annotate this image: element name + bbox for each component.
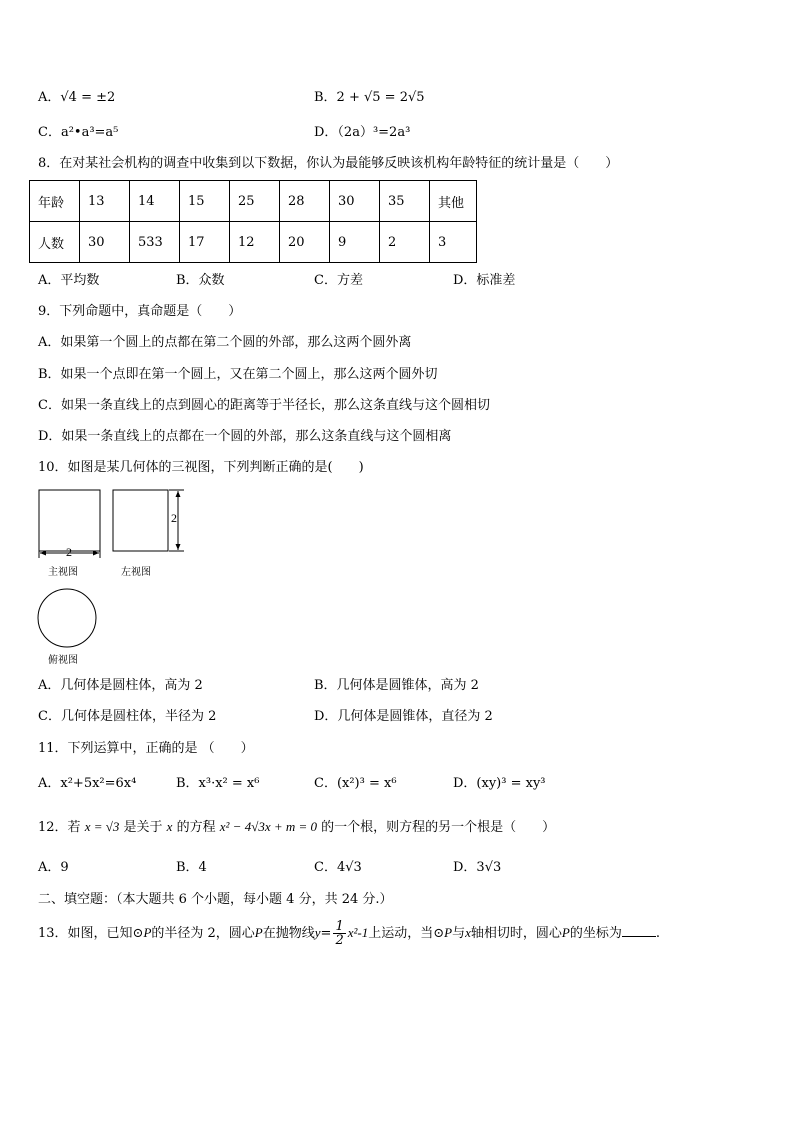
q12-variable: x xyxy=(166,819,173,834)
table-cell: 20 xyxy=(280,222,330,263)
q9-option-c: C．如果一条直线上的点到圆心的距离等于半径长，那么这条直线与这个圆相切 xyxy=(38,398,490,413)
table-cell: 13 xyxy=(80,181,130,222)
q13-mid2: 在抛物线 xyxy=(262,926,315,941)
age-data-table xyxy=(29,180,477,263)
q13-eq: = xyxy=(320,926,332,941)
q13-p: P xyxy=(444,925,453,940)
front-view-square xyxy=(39,490,100,551)
table-cell: 17 xyxy=(180,222,230,263)
table-cell: 3 xyxy=(430,222,477,263)
q10-option-a: A．几何体是圆柱体，高为 2 xyxy=(38,678,203,693)
q8-option-a: A．平均数 xyxy=(38,273,100,288)
q12-stem-post: 的一个根，则方程的另一个根是（ ） xyxy=(321,820,556,835)
table-cell: 2 xyxy=(380,222,430,263)
q13-expr: x²-1 xyxy=(347,925,369,940)
table-row xyxy=(30,181,477,222)
left-view-caption: 左视图 xyxy=(121,567,151,578)
q11-stem: 11．下列运算中，正确的是 （ ） xyxy=(38,741,254,756)
q9-option-a: A．如果第一个圆上的点都在第二个圆的外部，那么这两个圆外离 xyxy=(38,335,412,350)
q7-option-b: B．2 + √5 = 2√5 xyxy=(314,90,425,105)
q10-option-b: B．几何体是圆锥体，高为 2 xyxy=(314,678,479,693)
q12-stem-mid2: 的方程 xyxy=(176,820,216,835)
table-cell: 12 xyxy=(230,222,280,263)
table-cell: 14 xyxy=(130,181,180,222)
q12-equation: x² − 4√3x + m = 0 xyxy=(219,819,318,834)
table-cell: 30 xyxy=(80,222,130,263)
width-dimension-label: 2 xyxy=(66,545,72,559)
q13-p: P xyxy=(561,925,570,940)
q12-stem xyxy=(38,818,555,837)
q7-option-a: A．√4 = ±2 xyxy=(38,90,116,105)
q12-root-expression: x = √3 xyxy=(84,819,120,834)
q10-option-d: D．几何体是圆锥体，直径为 2 xyxy=(314,709,493,724)
q13-stem xyxy=(38,918,660,949)
q12-option-b: B．4 xyxy=(176,860,207,875)
height-dimension-label: 2 xyxy=(171,511,177,525)
arrow-down-icon xyxy=(176,544,181,550)
q12-stem-pre: 12．若 xyxy=(38,820,81,835)
section-title: 二、填空题：（本大题共 6 个小题，每小题 4 分，共 24 分.） xyxy=(38,892,393,907)
q13-y: y xyxy=(314,925,321,940)
q13-end: . xyxy=(655,926,661,941)
q11-option-b: B．x³·x² = x⁶ xyxy=(176,776,260,791)
q12-option-a: A．9 xyxy=(38,860,69,875)
one-half-fraction xyxy=(333,920,345,947)
top-view-circle xyxy=(38,589,96,647)
fraction-denominator: 2 xyxy=(335,933,344,948)
q13-post: 的坐标为 xyxy=(569,926,622,941)
q13-mid1: 的半径为 2，圆心 xyxy=(151,926,255,941)
answer-blank[interactable] xyxy=(622,924,656,937)
table-cell: 28 xyxy=(280,181,330,222)
q7-option-c: C．a²•a³=a⁵ xyxy=(38,125,119,140)
front-view-caption: 主视图 xyxy=(48,567,78,578)
table-cell: 9 xyxy=(330,222,380,263)
q10-stem: 10．如图是某几何体的三视图，下列判断正确的是( ) xyxy=(38,460,364,475)
fraction-numerator: 1 xyxy=(335,919,344,934)
table-cell: 30 xyxy=(330,181,380,222)
top-view-caption: 俯视图 xyxy=(48,655,78,666)
q11-option-d: D．(xy)³ = xy³ xyxy=(453,776,546,791)
left-view-square xyxy=(113,490,168,551)
arrow-up-icon xyxy=(176,491,181,497)
q13-mid4: 与 xyxy=(452,926,466,941)
table-cell: 人数 xyxy=(30,222,80,263)
table-cell: 15 xyxy=(180,181,230,222)
q11-option-a: A．x²+5x²=6x⁴ xyxy=(38,776,137,791)
q8-option-b: B．众数 xyxy=(176,273,225,288)
table-cell: 533 xyxy=(130,222,180,263)
table-cell: 年龄 xyxy=(30,181,80,222)
q12-option-d: D．3√3 xyxy=(453,860,502,875)
q13-p: P xyxy=(254,925,263,940)
table-cell: 其他 xyxy=(430,181,477,222)
q9-option-d: D．如果一条直线上的点都在一个圆的外部，那么这条直线与这个圆相离 xyxy=(38,429,452,444)
q8-option-d: D．标准差 xyxy=(453,273,516,288)
q11-option-c: C．(x²)³ = x⁶ xyxy=(314,776,397,791)
q9-stem: 9．下列命题中，真命题是（ ） xyxy=(38,304,242,319)
table-cell: 25 xyxy=(230,181,280,222)
q9-option-b: B．如果一个点即在第一个圆上，又在第二个圆上，那么这两个圆外切 xyxy=(38,367,438,382)
q13-mid3: 上运动，当⊙ xyxy=(368,926,445,941)
q13-mid5: 轴相切时，圆心 xyxy=(470,926,562,941)
q8-option-c: C．方差 xyxy=(314,273,363,288)
q13-x: x xyxy=(465,925,471,940)
top-view-figure xyxy=(36,588,100,650)
q8-stem: 8．在对某社会机构的调查中收集到以下数据，你认为最能够反映该机构年龄特征的统计量是（ ） xyxy=(38,156,619,171)
q7-option-d: D．（2a）³=2a³ xyxy=(314,125,411,140)
q13-p: P xyxy=(143,925,152,940)
table-cell: 35 xyxy=(380,181,430,222)
table-row xyxy=(30,222,477,263)
q12-option-c: C．4√3 xyxy=(314,860,362,875)
q12-stem-mid: 是关于 xyxy=(123,820,163,835)
q13-pre: 13．如图，已知⊙ xyxy=(38,926,144,941)
q10-option-c: C．几何体是圆柱体，半径为 2 xyxy=(38,709,217,724)
